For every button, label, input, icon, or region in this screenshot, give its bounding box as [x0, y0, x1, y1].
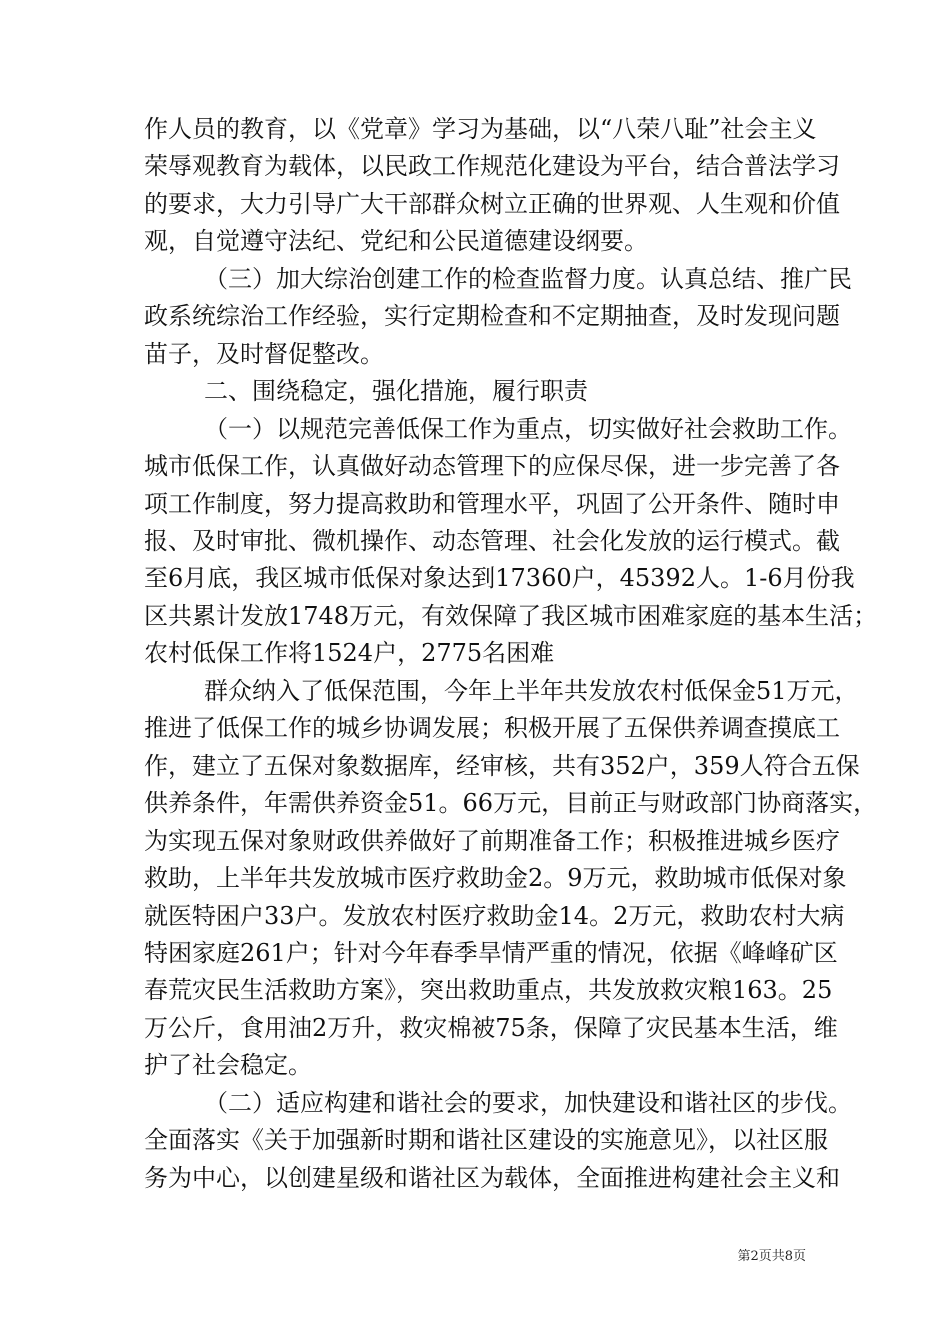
text-line: 政系统综治工作经验，实行定期检查和不定期抽查，及时发现问题: [144, 302, 840, 331]
text-line: 苗子，及时督促整改。: [144, 339, 384, 368]
text-line: 护了社会稳定。: [144, 1051, 312, 1080]
text-line: 救助，上半年共发放城市医疗救助金2。9万元，救助城市低保对象: [144, 864, 847, 893]
paragraph: [144, 673, 878, 1085]
text-line: （一）以规范完善低保工作为重点，切实做好社会救助工作。: [204, 414, 852, 443]
text-line: 农村低保工作将1524户，2775名困难: [144, 639, 555, 668]
text-line: 务为中心，以创建星级和谐社区为载体，全面推进构建社会主义和: [144, 1163, 840, 1192]
text-line: 荣辱观教育为载体，以民政工作规范化建设为平台，结合普法学习: [144, 152, 840, 181]
text-line: 观，自觉遵守法纪、党纪和公民道德建设纲要。: [144, 227, 648, 256]
text-line: 报、及时审批、微机操作、动态管理、社会化发放的运行模式。截: [144, 526, 840, 555]
text-line: 的要求，大力引导广大干部群众树立正确的世界观、人生观和价值: [144, 189, 840, 218]
text-line: 推进了低保工作的城乡协调发展；积极开展了五保供养调查摸底工: [144, 714, 840, 743]
text-line: 就医特困户33户。发放农村医疗救助金14。2万元，救助农村大病: [144, 901, 845, 930]
text-line: 城市低保工作，认真做好动态管理下的应保尽保，进一步完善了各: [144, 452, 840, 481]
text-line: 至6月底，我区城市低保对象达到17360户，45392人。1-6月份我: [144, 564, 855, 593]
document-body: [144, 111, 878, 1197]
paragraph: [144, 261, 852, 373]
text-line: 春荒灾民生活救助方案》，突出救助重点，共发放救灾粮163。25: [144, 976, 833, 1005]
text-line: 万公斤，食用油2万升，救灾棉被75条，保障了灾民基本生活，维: [144, 1013, 838, 1042]
text-line: 区共累计发放1748万元，有效保障了我区城市困难家庭的基本生活；: [144, 601, 878, 630]
text-line: 全面落实《关于加强新时期和谐社区建设的实施意见》，以社区服: [144, 1126, 828, 1155]
text-line: （二）适应构建和谐社会的要求，加快建设和谐社区的步伐。: [204, 1088, 852, 1117]
text-line: 群众纳入了低保范围，今年上半年共发放农村低保金51万元，: [204, 676, 859, 705]
text-line: 供养条件，年需供养资金51。66万元，目前正与财政部门协商落实，: [144, 789, 878, 818]
text-line: 作人员的教育，以《党章》学习为基础，以“八荣八耻”社会主义: [144, 115, 817, 143]
text-line: 特困家庭261户；针对今年春季旱情严重的情况，依据《峰峰矿区: [144, 938, 838, 967]
text-line: （三）加大综治创建工作的检查监督力度。认真总结、推广民: [204, 264, 852, 293]
page-number: 第2页共8页: [737, 1249, 806, 1264]
text-line: 为实现五保对象财政供养做好了前期准备工作；积极推进城乡医疗: [144, 826, 840, 855]
text-line: 二、围绕稳定，强化措施，履行职责: [204, 377, 588, 406]
paragraph: [144, 373, 806, 410]
paragraph: [144, 1085, 852, 1197]
paragraph: [144, 411, 878, 673]
text-line: 作，建立了五保对象数据库，经审核，共有352户，359人符合五保: [144, 751, 860, 780]
text-line: 项工作制度，努力提高救助和管理水平，巩固了公开条件、随时申: [144, 489, 840, 518]
paragraph: [144, 111, 840, 261]
